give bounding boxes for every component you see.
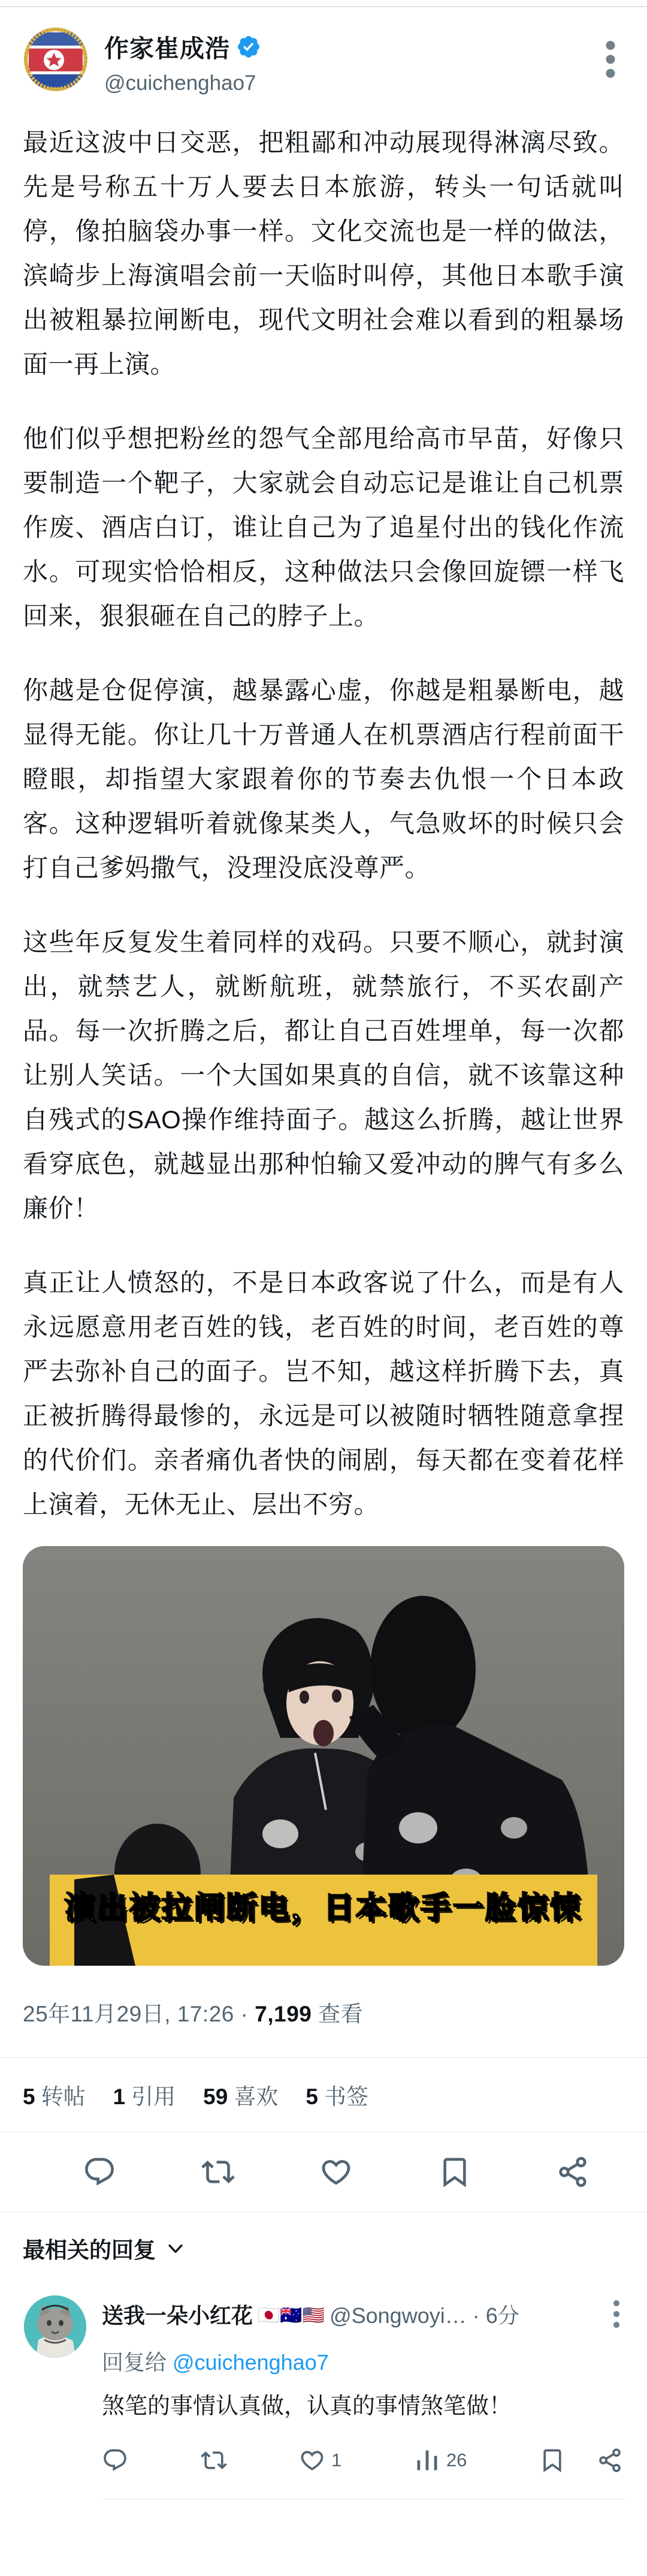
timestamp-row: [0, 1996, 647, 2028]
repost-stat[interactable]: 5 转帖: [23, 2084, 86, 2109]
retweet-icon[interactable]: [201, 2155, 235, 2189]
share-icon[interactable]: [556, 2155, 589, 2189]
reply-author-avatar[interactable]: [24, 2295, 86, 2358]
reply-time: · 6分: [472, 2303, 519, 2328]
engagement-stats-row: [0, 2058, 647, 2131]
tweet-video-thumbnail[interactable]: [23, 1546, 624, 1966]
flag-emojis: 🇯🇵🇦🇺🇺🇸: [258, 2306, 325, 2325]
reply-more-menu-icon[interactable]: [607, 2295, 625, 2336]
reply-action-bar: [102, 2447, 625, 2473]
replying-to-label: 回复给: [102, 2350, 173, 2375]
verified-badge-icon: [236, 34, 261, 59]
reply-icon[interactable]: [83, 2155, 116, 2189]
tweet-date: 25年11月29日, 17:26: [23, 2002, 234, 2026]
bar-chart-icon: [414, 2447, 440, 2473]
author-handle[interactable]: @cuichenghao7: [104, 71, 256, 95]
author-info: [104, 28, 599, 95]
reply-retweet-icon[interactable]: [201, 2447, 227, 2473]
replies-sort-header[interactable]: [0, 2213, 647, 2280]
tweet-header: [0, 7, 647, 95]
reply-text: 煞笔的事情认真做，认真的事情煞笔做！: [102, 2394, 512, 2419]
north-korea-flag-avatar: [24, 28, 87, 91]
replies-sort-label: 最相关的回复: [23, 2238, 156, 2262]
bookmark-icon[interactable]: [438, 2155, 471, 2189]
views-count: 7,199: [255, 2002, 312, 2026]
tweet-action-bar: [0, 2132, 647, 2212]
reply-tweet[interactable]: [0, 2280, 647, 2500]
views-label[interactable]: 查看: [312, 2002, 364, 2026]
reply-author-name[interactable]: 送我一朵小红花: [102, 2303, 253, 2328]
like-stat[interactable]: 59 喜欢: [203, 2084, 279, 2109]
tweet-paragraph: 这些年反复发生着同样的戏码。只要不顺心，就封演出，就禁艺人，就断航班，就禁旅行，不买农副产品。每一次折腾之后，都让自己百姓埋单，每一次都让别人笑话。一个大国如果真的自信，就不该靠这种自残式的SAO操作维持面子。越这么折腾，越让世界看穿底色，就越显出那种怕输又爱冲动的脾气有多么廉价！: [23, 928, 624, 1222]
chevron-down-icon: [165, 2238, 186, 2258]
reply-like-count: 1: [331, 2450, 342, 2470]
video-subtitle-caption: 演出被拉闸断电，日本歌手一脸惊悚: [64, 1891, 582, 1925]
divider: [102, 2499, 625, 2500]
author-name[interactable]: 作家崔成浩: [104, 35, 230, 62]
cat-avatar: [24, 2295, 86, 2358]
reply-views-stat[interactable]: [414, 2447, 467, 2473]
reply-body: [102, 2295, 625, 2500]
bookmark-stat[interactable]: 5 书签: [306, 2084, 368, 2109]
author-avatar[interactable]: [24, 28, 87, 91]
reply-view-count: 26: [446, 2450, 467, 2470]
reply-like-button[interactable]: [299, 2447, 341, 2473]
tweet-text: [0, 120, 647, 1527]
reply-bookmark-icon[interactable]: [539, 2447, 566, 2473]
tweet-paragraph: 他们似乎想把粉丝的怨气全部甩给高市早苗，好像只要制造一个靶子，大家就会自动忘记是谁让自己机票作废、酒店白订，谁让自己为了追星付出的钱化作流水。可现实恰恰相反，这种做法只会像回旋镖一样飞回来，狠狠砸在自己的脖子上。: [23, 424, 624, 630]
tweet-paragraph: 你越是仓促停演，越暴露心虚，你越是粗暴断电，越显得无能。你让几十万普通人在机票酒店行程前面干瞪眼，却指望大家跟着你的节奏去仇恨一个日本政客。这种逻辑听着就像某类人，气急败坏的时候只会打自己爹妈撒气，没理没底没尊严。: [23, 676, 624, 882]
reply-share-icon[interactable]: [597, 2447, 623, 2473]
dot-separator: ·: [234, 2002, 255, 2026]
replying-to-line: [102, 2346, 625, 2376]
reply-reply-icon[interactable]: [102, 2447, 128, 2473]
reply-header: [102, 2295, 625, 2336]
reply-author-handle[interactable]: @Songwoyi…: [329, 2303, 467, 2328]
like-icon[interactable]: [319, 2155, 353, 2189]
more-menu-icon[interactable]: [599, 28, 625, 83]
replying-to-handle[interactable]: @cuichenghao7: [173, 2350, 329, 2375]
tweet-paragraph: 最近这波中日交恶，把粗鄙和冲动展现得淋漓尽致。先是号称五十万人要去日本旅游，转头一句话就叫停，像拍脑袋办事一样。文化交流也是一样的做法，滨崎步上海演唱会前一天临时叫停，其他日本歌手演出被粗暴拉闸断电，现代文明社会难以看到的粗暴场面一再上演。: [23, 128, 624, 378]
tweet-paragraph: 真正让人愤怒的，不是日本政客说了什么，而是有人永远愿意用老百姓的钱，老百姓的时间，老百姓的尊严去弥补自己的面子。岂不知，越这样折腾下去，真正被折腾得最惨的，永远是可以被随时牺牲随意拿捏的代价们。亲者痛仇者快的闹剧，每天都在变着花样上演着，无休无止、层出不穷。: [23, 1269, 624, 1519]
quote-stat[interactable]: 1 引用: [113, 2084, 176, 2109]
